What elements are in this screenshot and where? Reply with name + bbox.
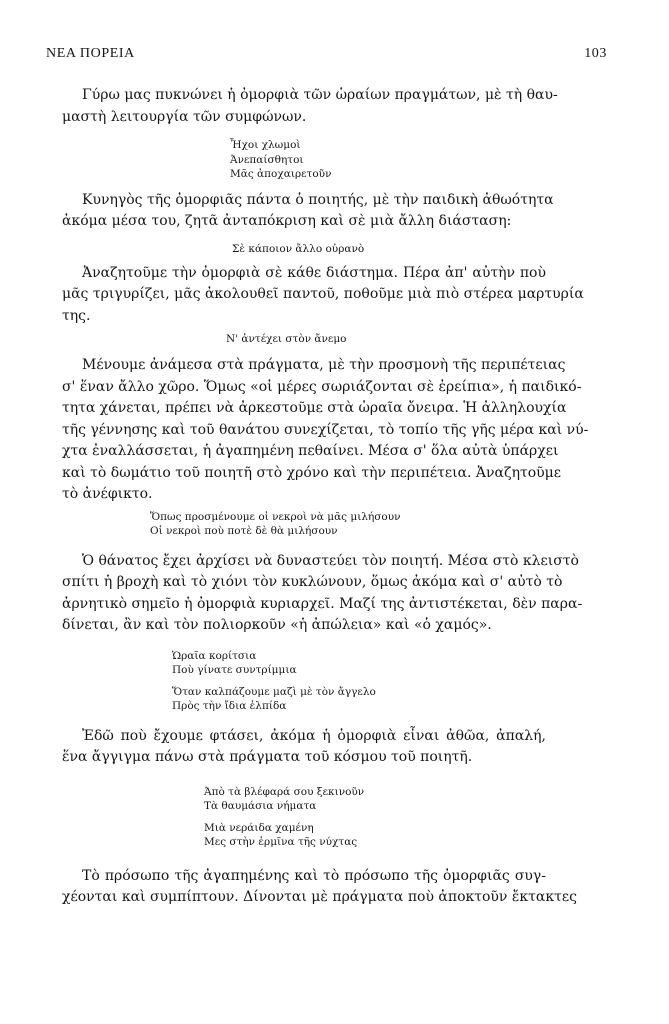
paragraph-2 [62, 190, 554, 233]
verse-line: Ἦχοι χλωμοὶ [230, 139, 301, 151]
text-line: μᾶς τριγυρίζει, μᾶς ἀκολουθεῖ παντοῦ, ποθοῦμε μιὰ πιὸ στέρεα μαρτυρία [62, 286, 584, 302]
text-line: της. [62, 307, 91, 324]
verse-quote-2 [150, 510, 546, 539]
text-line: ἕνα ἄγγιγμα πάνω στὰ πράγματα τοῦ κόσμου τοῦ ποιητῆ. [62, 749, 473, 765]
text-line: καὶ τὸ δωμάτιο τοῦ ποιητῆ στὸ χρόνο καὶ τὴν περιπέτεια. Ἀναζητοῦμε [62, 464, 562, 481]
text-line: ἀρνητικὸ σημεῖο ἡ ὀμορφιὰ κυριαρχεῖ. Μαζί της ἀντιστέκεται, δὲν παρα- [62, 595, 583, 612]
page-body [62, 85, 589, 909]
verse-line: Μιὰ νεράιδα χαμένη [204, 821, 314, 834]
verse-line: Ὅταν καλπάζουμε μαζὶ μὲ τὸν ἄγγελο [172, 685, 376, 698]
verse-line: Ποὺ γίνατε συντρίμμια [172, 664, 297, 676]
journal-title: ΝΕΑ ΠΟΡΕΙΑ [46, 46, 135, 61]
verse-line: Ὅπως προσμένουμε οἱ νεκροὶ νὰ μᾶς μιλήσουν [150, 510, 401, 523]
verse-line: Πρὸς τὴν ἴδια ἐλπίδα [172, 700, 287, 712]
running-header [46, 46, 607, 62]
verse-line: Οἱ νεκροὶ ποὺ ποτὲ δὲ θὰ μιλήσουν [150, 525, 338, 537]
verse-quote-3 [172, 649, 546, 714]
verse-quote-4 [204, 785, 546, 850]
text-line: δίνεται, ἂν καὶ τὸν πολιορκοῦν «ἡ ἀπώλεια» καὶ «ὁ χαμός». [62, 617, 492, 633]
text-line: Ἀναζητοῦμε τὴν ὀμορφιὰ σὲ κάθε διάστημα. Πέρα ἀπ' αὐτὴν ποὺ [82, 264, 546, 281]
text-line: τῆς γέννησης καὶ τοῦ θανάτου συνεχίζεται, τὸ τοπίο τῆς γῆς μέρα καὶ νύ- [62, 421, 589, 438]
verse-quote-1 [230, 138, 546, 182]
text-line: χέονται καὶ συμπίπτουν. Δίνονται μὲ πράγματα ποὺ ἀποκτοῦν ἔκτακτες [62, 889, 577, 905]
paragraph-4 [62, 355, 589, 506]
text-line: ἀκόμα μέσα του, ζητᾶ ἀνταπόκριση καὶ σὲ μιὰ ἄλλη διάσταση: [62, 213, 512, 229]
paragraph-1 [62, 85, 558, 128]
text-line: Κυνηγὸς τῆς ὀμορφιᾶς πάντα ὁ ποιητής, μὲ τὴν παιδικὴ ἀθωότητα [82, 191, 554, 208]
text-line: Μένουμε ἀνάμεσα στὰ πράγματα, μὲ τὴν προσμονὴ τῆς περιπέτειας [82, 357, 566, 373]
text-line: Ἐδῶ ποὺ ἔχουμε φτάσει, ἀκόμα ἡ ὀμορφιὰ εἶναι ἀθῶα, ἀπαλή, [82, 727, 546, 744]
verse-line: Ἀνεπαίσθητοι [230, 153, 304, 166]
verse-line: Τὰ θαυμάσια νήματα [204, 800, 317, 812]
text-line: σπίτι ἡ βροχὴ καὶ τὸ χιόνι τὸν κυκλώνουν, ὅμως ἀκόμα καὶ σ' αὐτὸ τὸ [62, 574, 563, 590]
verse-line: Ἀπὸ τὰ βλέφαρά σου ξεκινοῦν [204, 785, 365, 798]
text-line: χτα ἐναλλάσσεται, ἡ ἀγαπημένη πεθαίνει. Μέσα σ' ὅλα αὐτὰ ὑπάρχει [62, 443, 559, 459]
verse-line: Ὡραῖα κορίτσια [172, 649, 257, 662]
text-line: μαστὴ λειτουργία τῶν συμφώνων. [62, 108, 307, 125]
paragraph-3 [62, 263, 584, 328]
text-line: Τὸ πρόσωπο τῆς ἀγαπημένης καὶ τὸ πρόσωπο τῆς ὀμορφιᾶς συγ- [82, 867, 546, 884]
text-line: τητα χάνεται, πρέπει νὰ ἀρκεστοῦμε στὰ ὡραῖα ὄνειρα. Ἡ ἀλληλουχία [62, 400, 567, 416]
verse-line: Μες στὴν ἐρμῖνα τῆς νύχτας [204, 836, 358, 848]
text-line: τὸ ἀνέφικτο. [62, 486, 153, 502]
text-line: Γύρω μας πυκνώνει ἡ ὀμορφιὰ τῶν ὡραίων πραγμάτων, μὲ τὴ θαυ- [82, 87, 558, 103]
paragraph-5 [62, 551, 583, 637]
text-line: σ' ἕναν ἄλλο χῶρο. Ὅμως «οἱ μέρες σωριάζονται σὲ ἐρείπια», ἡ παιδικό- [62, 378, 582, 395]
page-number: 103 [584, 46, 607, 61]
paragraph-7 [62, 866, 577, 909]
paragraph-6 [62, 726, 546, 769]
quoted-title-1: Σὲ κάποιον ἄλλο οὐρανὸ [232, 242, 365, 255]
verse-line: Μᾶς ἀποχαιρετοῦν [230, 168, 332, 180]
text-line: Ὁ θάνατος ἔχει ἀρχίσει νὰ δυναστεύει τὸν ποιητή. Μέσα στὸ κλειστὸ [82, 552, 579, 569]
quoted-title-2: Ν' ἀντέχει στὸν ἄνεμο [226, 333, 347, 345]
